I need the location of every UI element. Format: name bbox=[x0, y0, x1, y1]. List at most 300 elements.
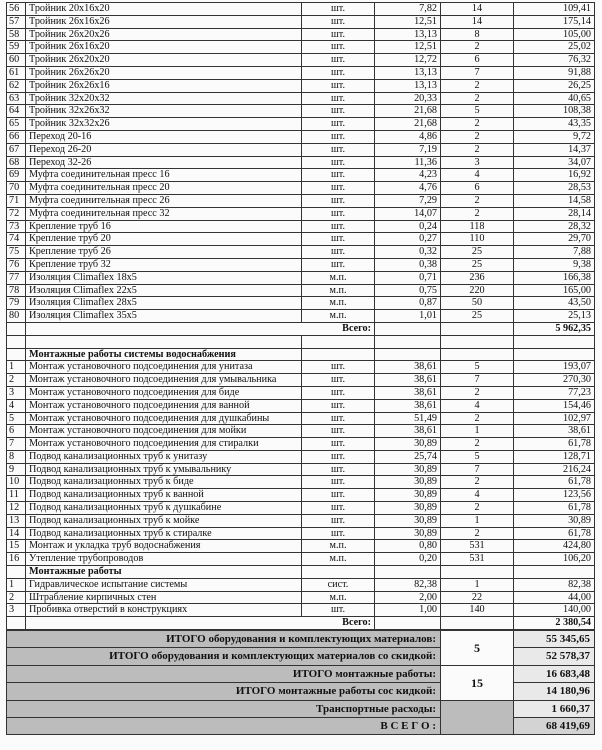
unit: м.п. bbox=[302, 540, 375, 553]
quantity: 5 bbox=[441, 361, 514, 374]
quantity: 14 bbox=[441, 15, 514, 28]
unit-price: 0,24 bbox=[375, 220, 441, 233]
table-row bbox=[7, 425, 595, 438]
table-row bbox=[7, 169, 595, 182]
quantity: 14 bbox=[441, 3, 514, 16]
table-row bbox=[7, 233, 595, 246]
amount: 216,24 bbox=[514, 463, 595, 476]
row-number: 1 bbox=[7, 578, 26, 591]
discount-materials: 5 bbox=[441, 631, 514, 666]
unit-price: 11,36 bbox=[375, 156, 441, 169]
row-number: 67 bbox=[7, 143, 26, 156]
unit-price: 38,61 bbox=[375, 399, 441, 412]
unit: шт. bbox=[302, 79, 375, 92]
item-name: Изоляция Climaflex 28х5 bbox=[26, 297, 302, 310]
quantity: 1 bbox=[441, 514, 514, 527]
table-row bbox=[7, 143, 595, 156]
quantity: 5 bbox=[441, 105, 514, 118]
unit: шт. bbox=[302, 207, 375, 220]
amount: 25,13 bbox=[514, 310, 595, 323]
unit-price: 0,27 bbox=[375, 233, 441, 246]
row-number: 9 bbox=[7, 463, 26, 476]
unit-price: 12,51 bbox=[375, 15, 441, 28]
unit-price: 13,13 bbox=[375, 28, 441, 41]
blank-cell bbox=[7, 335, 26, 348]
quantity: 2 bbox=[441, 130, 514, 143]
unit: м.п. bbox=[302, 310, 375, 323]
quantity: 7 bbox=[441, 66, 514, 79]
blank-cell bbox=[375, 348, 441, 361]
blank-cell bbox=[441, 566, 514, 579]
quantity: 2 bbox=[441, 194, 514, 207]
item-name: Тройник 26х26х16 bbox=[26, 79, 302, 92]
table-row bbox=[7, 54, 595, 67]
quantity: 6 bbox=[441, 54, 514, 67]
amount: 7,88 bbox=[514, 246, 595, 259]
item-name: Муфта соединительная пресс 26 bbox=[26, 194, 302, 207]
item-name: Переход 32-26 bbox=[26, 156, 302, 169]
item-name: Тройник 26х20х26 bbox=[26, 28, 302, 41]
blank-cell bbox=[375, 335, 441, 348]
item-name: Подвод канализационных труб к ванной bbox=[26, 489, 302, 502]
summary-value: 16 683,48 bbox=[514, 665, 595, 682]
quantity: 2 bbox=[441, 386, 514, 399]
table-row bbox=[7, 297, 595, 310]
row-number: 60 bbox=[7, 54, 26, 67]
amount: 9,72 bbox=[514, 130, 595, 143]
unit: шт. bbox=[302, 143, 375, 156]
blank-cell bbox=[514, 348, 595, 361]
table-row bbox=[7, 156, 595, 169]
item-name: Подвод канализационных труб к биде bbox=[26, 476, 302, 489]
amount: 106,20 bbox=[514, 553, 595, 566]
quantity: 1 bbox=[441, 578, 514, 591]
unit-price: 0,32 bbox=[375, 246, 441, 259]
quantity: 1 bbox=[441, 425, 514, 438]
item-name: Пробивка отверстий в конструкциях bbox=[26, 604, 302, 617]
item-name: Тройник 32х26х32 bbox=[26, 105, 302, 118]
amount: 14,37 bbox=[514, 143, 595, 156]
blank-cell bbox=[26, 335, 302, 348]
row-number: 75 bbox=[7, 246, 26, 259]
quantity: 2 bbox=[441, 41, 514, 54]
quantity: 531 bbox=[441, 540, 514, 553]
unit: шт. bbox=[302, 54, 375, 67]
quantity: 2 bbox=[441, 527, 514, 540]
summary-table bbox=[6, 630, 595, 735]
row-number: 13 bbox=[7, 514, 26, 527]
table-row bbox=[7, 258, 595, 271]
section-header bbox=[7, 348, 595, 361]
table-row bbox=[7, 284, 595, 297]
table-row bbox=[7, 361, 595, 374]
item-name: Монтаж установочного подсоединения для мойки bbox=[26, 425, 302, 438]
table-row bbox=[7, 207, 595, 220]
table-row bbox=[7, 194, 595, 207]
row-number: 68 bbox=[7, 156, 26, 169]
row-number: 76 bbox=[7, 258, 26, 271]
unit-price: 38,61 bbox=[375, 386, 441, 399]
unit: м.п. bbox=[302, 284, 375, 297]
unit-price: 30,89 bbox=[375, 514, 441, 527]
table-row bbox=[7, 604, 595, 617]
summary-label: ИТОГО оборудования и комплектующих материалов со скидкой: bbox=[7, 648, 441, 665]
item-name: Тройник 32х32х26 bbox=[26, 118, 302, 131]
unit-price: 0,20 bbox=[375, 553, 441, 566]
blank-cell bbox=[7, 617, 26, 630]
estimate-sheet bbox=[6, 2, 594, 735]
unit-price: 7,82 bbox=[375, 3, 441, 16]
unit-price: 30,89 bbox=[375, 438, 441, 451]
unit: шт. bbox=[302, 374, 375, 387]
quantity: 2 bbox=[441, 438, 514, 451]
table-row bbox=[7, 514, 595, 527]
amount: 16,92 bbox=[514, 169, 595, 182]
quantity: 8 bbox=[441, 28, 514, 41]
quantity: 6 bbox=[441, 182, 514, 195]
row-number: 78 bbox=[7, 284, 26, 297]
table-row bbox=[7, 271, 595, 284]
unit: шт. bbox=[302, 438, 375, 451]
table-row bbox=[7, 41, 595, 54]
amount: 61,78 bbox=[514, 438, 595, 451]
unit: шт. bbox=[302, 182, 375, 195]
row-number: 15 bbox=[7, 540, 26, 553]
quantity: 7 bbox=[441, 374, 514, 387]
row-number: 3 bbox=[7, 604, 26, 617]
row-number: 12 bbox=[7, 502, 26, 515]
table-row bbox=[7, 118, 595, 131]
table-row bbox=[7, 246, 595, 259]
section-title: Монтажные работы bbox=[26, 566, 302, 579]
unit-price: 38,61 bbox=[375, 374, 441, 387]
table-row bbox=[7, 463, 595, 476]
table-row bbox=[7, 527, 595, 540]
row-number: 56 bbox=[7, 3, 26, 16]
item-name: Подвод канализационных труб к стиралке bbox=[26, 527, 302, 540]
unit-price: 4,23 bbox=[375, 169, 441, 182]
table-row bbox=[7, 220, 595, 233]
quantity: 7 bbox=[441, 463, 514, 476]
subtotal-row bbox=[7, 322, 595, 335]
amount: 105,00 bbox=[514, 28, 595, 41]
row-number: 57 bbox=[7, 15, 26, 28]
table-row bbox=[7, 578, 595, 591]
blank-cell bbox=[375, 322, 441, 335]
blank-cell bbox=[441, 335, 514, 348]
summary-row bbox=[7, 631, 595, 648]
discount-works: 15 bbox=[441, 665, 514, 700]
item-name: Тройник 26х16х26 bbox=[26, 15, 302, 28]
blank-cell bbox=[441, 322, 514, 335]
table-row bbox=[7, 412, 595, 425]
amount: 109,41 bbox=[514, 3, 595, 16]
unit-price: 30,89 bbox=[375, 527, 441, 540]
unit-price: 14,07 bbox=[375, 207, 441, 220]
amount: 82,38 bbox=[514, 578, 595, 591]
section-header bbox=[7, 566, 595, 579]
subtotal-value: 5 962,35 bbox=[514, 322, 595, 335]
blank-cell bbox=[441, 348, 514, 361]
amount: 9,38 bbox=[514, 258, 595, 271]
row-number: 77 bbox=[7, 271, 26, 284]
table-row bbox=[7, 374, 595, 387]
blank-cell bbox=[7, 348, 26, 361]
unit-price: 2,00 bbox=[375, 591, 441, 604]
unit: шт. bbox=[302, 246, 375, 259]
row-number: 10 bbox=[7, 476, 26, 489]
unit-price: 12,72 bbox=[375, 54, 441, 67]
item-name: Монтаж установочного подсоединения для умывальника bbox=[26, 374, 302, 387]
item-name: Тройник 26х26х20 bbox=[26, 66, 302, 79]
unit: шт. bbox=[302, 156, 375, 169]
quantity: 140 bbox=[441, 604, 514, 617]
amount: 30,89 bbox=[514, 514, 595, 527]
quantity: 4 bbox=[441, 489, 514, 502]
blank-cell bbox=[514, 566, 595, 579]
unit-price: 0,75 bbox=[375, 284, 441, 297]
summary-value: 1 660,37 bbox=[514, 700, 595, 717]
blank-cell bbox=[7, 322, 26, 335]
table-row bbox=[7, 489, 595, 502]
unit: шт. bbox=[302, 118, 375, 131]
row-number: 73 bbox=[7, 220, 26, 233]
unit: шт. bbox=[302, 130, 375, 143]
unit-price: 30,89 bbox=[375, 476, 441, 489]
unit: шт. bbox=[302, 514, 375, 527]
quantity: 2 bbox=[441, 207, 514, 220]
blank-cell bbox=[302, 566, 375, 579]
summary-label: ИТОГО оборудования и комплектующих материалов: bbox=[7, 631, 441, 648]
row-number: 71 bbox=[7, 194, 26, 207]
unit-price: 38,61 bbox=[375, 425, 441, 438]
item-name: Тройник 20х16х20 bbox=[26, 3, 302, 16]
amount: 61,78 bbox=[514, 502, 595, 515]
unit: шт. bbox=[302, 66, 375, 79]
amount: 140,00 bbox=[514, 604, 595, 617]
row-number: 16 bbox=[7, 553, 26, 566]
item-name: Монтаж установочного подсоединения для биде bbox=[26, 386, 302, 399]
item-name: Подвод канализационных труб к мойке bbox=[26, 514, 302, 527]
unit: шт. bbox=[302, 386, 375, 399]
row-number: 4 bbox=[7, 399, 26, 412]
blank-cell bbox=[375, 617, 441, 630]
row-number: 59 bbox=[7, 41, 26, 54]
quantity: 25 bbox=[441, 246, 514, 259]
unit: шт. bbox=[302, 105, 375, 118]
row-number: 70 bbox=[7, 182, 26, 195]
quantity: 4 bbox=[441, 169, 514, 182]
row-number: 8 bbox=[7, 450, 26, 463]
unit-price: 0,38 bbox=[375, 258, 441, 271]
quantity: 2 bbox=[441, 118, 514, 131]
unit-price: 30,89 bbox=[375, 502, 441, 515]
unit-price: 1,01 bbox=[375, 310, 441, 323]
estimate-table bbox=[6, 2, 595, 630]
quantity: 2 bbox=[441, 92, 514, 105]
amount: 38,61 bbox=[514, 425, 595, 438]
table-row bbox=[7, 438, 595, 451]
unit: шт. bbox=[302, 412, 375, 425]
item-name: Монтаж установочного подсоединения для унитаза bbox=[26, 361, 302, 374]
summary-blank bbox=[441, 700, 514, 735]
subtotal-row bbox=[7, 617, 595, 630]
item-name: Муфта соединительная пресс 20 bbox=[26, 182, 302, 195]
unit: шт. bbox=[302, 220, 375, 233]
item-name: Крепление труб 26 bbox=[26, 246, 302, 259]
item-name: Монтаж установочного подсоединения для душкабины bbox=[26, 412, 302, 425]
row-number: 3 bbox=[7, 386, 26, 399]
blank-cell bbox=[514, 335, 595, 348]
item-name: Монтаж и укладка труб водоснабжения bbox=[26, 540, 302, 553]
subtotal-value: 2 380,54 bbox=[514, 617, 595, 630]
row-number: 74 bbox=[7, 233, 26, 246]
item-name: Утепление трубопроводов bbox=[26, 553, 302, 566]
amount: 270,30 bbox=[514, 374, 595, 387]
blank-cell bbox=[302, 348, 375, 361]
unit: шт. bbox=[302, 425, 375, 438]
table-row bbox=[7, 540, 595, 553]
table-row bbox=[7, 105, 595, 118]
table-row bbox=[7, 130, 595, 143]
amount: 193,07 bbox=[514, 361, 595, 374]
amount: 34,07 bbox=[514, 156, 595, 169]
quantity: 5 bbox=[441, 450, 514, 463]
row-number: 80 bbox=[7, 310, 26, 323]
unit: шт. bbox=[302, 194, 375, 207]
unit: сист. bbox=[302, 578, 375, 591]
unit: м.п. bbox=[302, 297, 375, 310]
row-number: 79 bbox=[7, 297, 26, 310]
item-name: Изоляция Climaflex 22х5 bbox=[26, 284, 302, 297]
table-row bbox=[7, 553, 595, 566]
summary-label: ИТОГО монтажные работы сос кидкой: bbox=[7, 683, 441, 700]
amount: 102,97 bbox=[514, 412, 595, 425]
summary-value: 52 578,37 bbox=[514, 648, 595, 665]
unit: шт. bbox=[302, 258, 375, 271]
amount: 29,70 bbox=[514, 233, 595, 246]
item-name: Крепление труб 20 bbox=[26, 233, 302, 246]
table-row bbox=[7, 182, 595, 195]
table-row bbox=[7, 386, 595, 399]
unit-price: 7,19 bbox=[375, 143, 441, 156]
quantity: 531 bbox=[441, 553, 514, 566]
amount: 28,53 bbox=[514, 182, 595, 195]
row-number: 14 bbox=[7, 527, 26, 540]
quantity: 236 bbox=[441, 271, 514, 284]
amount: 40,65 bbox=[514, 92, 595, 105]
amount: 43,35 bbox=[514, 118, 595, 131]
unit-price: 0,80 bbox=[375, 540, 441, 553]
quantity: 25 bbox=[441, 310, 514, 323]
item-name: Тройник 26х16х20 bbox=[26, 41, 302, 54]
item-name: Монтаж установочного подсоединения для стиралки bbox=[26, 438, 302, 451]
amount: 61,78 bbox=[514, 527, 595, 540]
row-number: 7 bbox=[7, 438, 26, 451]
item-name: Монтаж установочного подсоединения для ванной bbox=[26, 399, 302, 412]
unit-price: 13,13 bbox=[375, 79, 441, 92]
item-name: Муфта соединительная пресс 32 bbox=[26, 207, 302, 220]
spacer-row bbox=[7, 335, 595, 348]
table-row bbox=[7, 66, 595, 79]
table-row bbox=[7, 591, 595, 604]
table-row bbox=[7, 310, 595, 323]
item-name: Гидравлическое испытание системы bbox=[26, 578, 302, 591]
unit: шт. bbox=[302, 463, 375, 476]
quantity: 110 bbox=[441, 233, 514, 246]
quantity: 2 bbox=[441, 79, 514, 92]
row-number: 5 bbox=[7, 412, 26, 425]
unit: шт. bbox=[302, 3, 375, 16]
unit-price: 4,76 bbox=[375, 182, 441, 195]
row-number: 1 bbox=[7, 361, 26, 374]
item-name: Подвод канализационных труб к умывальнику bbox=[26, 463, 302, 476]
grand-total-label: В С Е Г О : bbox=[7, 718, 441, 735]
unit-price: 1,00 bbox=[375, 604, 441, 617]
quantity: 2 bbox=[441, 502, 514, 515]
section-title: Монтажные работы системы водоснабжения bbox=[26, 348, 302, 361]
amount: 61,78 bbox=[514, 476, 595, 489]
unit: шт. bbox=[302, 28, 375, 41]
item-name: Переход 20-16 bbox=[26, 130, 302, 143]
summary-value: 55 345,65 bbox=[514, 631, 595, 648]
item-name: Изоляция Climaflex 18х5 bbox=[26, 271, 302, 284]
unit: м.п. bbox=[302, 271, 375, 284]
item-name: Крепление труб 32 bbox=[26, 258, 302, 271]
table-row bbox=[7, 450, 595, 463]
amount: 44,00 bbox=[514, 591, 595, 604]
summary-label: Транспортные расходы: bbox=[7, 700, 441, 717]
row-number: 72 bbox=[7, 207, 26, 220]
unit-price: 38,61 bbox=[375, 361, 441, 374]
unit-price: 30,89 bbox=[375, 489, 441, 502]
row-number: 63 bbox=[7, 92, 26, 105]
unit-price: 82,38 bbox=[375, 578, 441, 591]
unit: шт. bbox=[302, 169, 375, 182]
unit: шт. bbox=[302, 41, 375, 54]
table-row bbox=[7, 15, 595, 28]
unit: шт. bbox=[302, 604, 375, 617]
amount: 165,00 bbox=[514, 284, 595, 297]
quantity: 2 bbox=[441, 143, 514, 156]
row-number: 62 bbox=[7, 79, 26, 92]
unit-price: 4,86 bbox=[375, 130, 441, 143]
unit-price: 0,71 bbox=[375, 271, 441, 284]
unit: шт. bbox=[302, 361, 375, 374]
quantity: 50 bbox=[441, 297, 514, 310]
unit-price: 7,29 bbox=[375, 194, 441, 207]
unit-price: 13,13 bbox=[375, 66, 441, 79]
row-number: 2 bbox=[7, 591, 26, 604]
table-row bbox=[7, 3, 595, 16]
unit: м.п. bbox=[302, 553, 375, 566]
quantity: 2 bbox=[441, 476, 514, 489]
unit: шт. bbox=[302, 92, 375, 105]
item-name: Тройник 26х20х20 bbox=[26, 54, 302, 67]
row-number: 58 bbox=[7, 28, 26, 41]
amount: 14,58 bbox=[514, 194, 595, 207]
quantity: 118 bbox=[441, 220, 514, 233]
amount: 424,80 bbox=[514, 540, 595, 553]
subtotal-label: Всего: bbox=[26, 322, 375, 335]
table-row bbox=[7, 502, 595, 515]
unit-price: 25,74 bbox=[375, 450, 441, 463]
quantity: 25 bbox=[441, 258, 514, 271]
unit: м.п. bbox=[302, 591, 375, 604]
table-row bbox=[7, 476, 595, 489]
item-name: Муфта соединительная пресс 16 bbox=[26, 169, 302, 182]
unit: шт. bbox=[302, 399, 375, 412]
